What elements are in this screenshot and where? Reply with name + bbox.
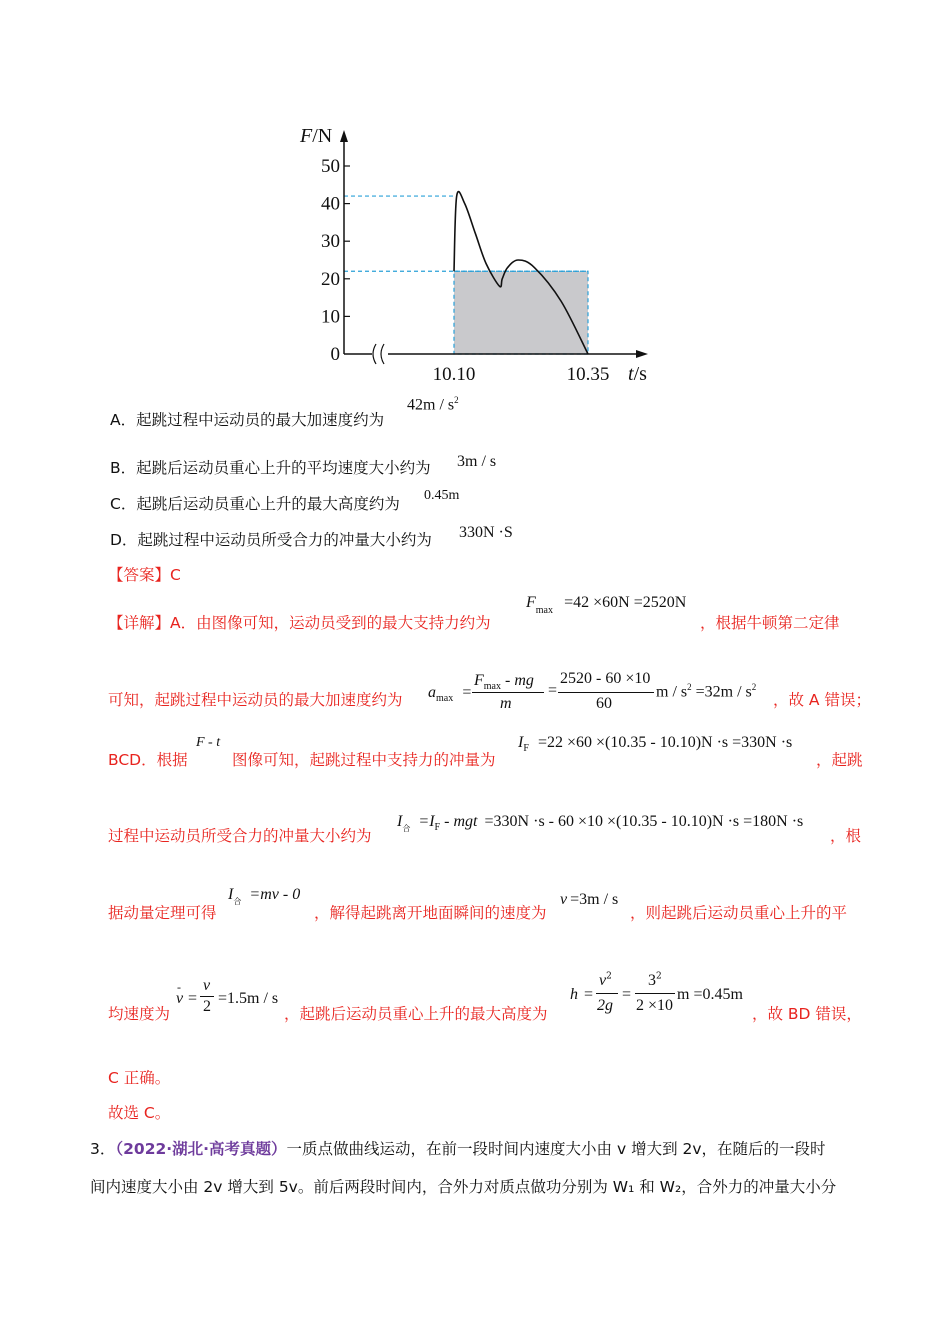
detail-line-5: 据动量定理可得 <box>108 904 217 922</box>
axis-break <box>373 344 376 364</box>
y-axis-arrow <box>340 130 348 142</box>
detail-line-2: 可知，起跳过程中运动员的最大加速度约为 <box>108 691 403 709</box>
question-3-line-2: 间内速度大小由 2v 增大到 5v。前后两段时间内，合外力对质点做功分别为 W₁ 和 W₂，合外力的冲量大小分 <box>90 1178 837 1196</box>
formula-amax-num1: $F_{max}$ - mg <box>474 672 534 692</box>
force-time-chart <box>290 120 670 385</box>
formula-momentum: $I_合 =mv - 0$ <box>228 886 301 906</box>
detail-line-4: 过程中运动员所受合力的冲量大小约为 <box>108 827 372 845</box>
y-tick-label: 40 <box>321 193 340 215</box>
formula-amax-result: $m / s^2 =32m / s^2$ <box>656 682 757 701</box>
option-c-value: 0.45m <box>424 488 460 503</box>
option-c-text: C．起跳后运动员重心上升的最大高度约为 <box>110 495 400 513</box>
detail-line-7: C 正确。 <box>108 1069 171 1087</box>
detail-label: 【详解】 <box>108 614 171 632</box>
formula-net-impulse: $I_合 =I_F$ - mgt =330N ·s - 60 ×10 ×(10.35 - 10.10)N ·s =180N ·s <box>397 813 804 833</box>
y-tick-label: 30 <box>321 231 340 253</box>
conclusion: 故选 C。 <box>108 1104 171 1122</box>
detail-line-3: BCD．根据 <box>108 751 188 769</box>
option-a <box>110 408 384 430</box>
question-3-line-1 <box>90 1137 826 1159</box>
formula-impulse-support: $I_F =22 \times 60 \times(10.35 - 10.10)N \cdot s =330N \cdot s$ <box>518 734 793 754</box>
formula-velocity: v =3m / s <box>560 891 619 908</box>
detail-line-1: 【详解】A．由图像可知，运动员受到的最大支持力约为 <box>108 614 491 632</box>
y-tick-label: 10 <box>321 306 340 328</box>
axis-break <box>381 344 384 364</box>
formula-amax-lhs: $a_{max}$ = <box>428 684 472 704</box>
fraction-bar <box>472 692 544 693</box>
y-tick-label: 0 <box>330 344 340 365</box>
option-d-text: D．起跳过程中运动员所受合力的冲量大小约为 <box>110 531 432 549</box>
question-number: 3． <box>90 1140 116 1158</box>
y-tick-label: 50 <box>321 156 340 177</box>
formula-fmax: $F_{max} =42 \times 60N =2520N$ <box>526 594 687 616</box>
option-d <box>110 528 432 550</box>
fraction-bar <box>596 993 618 994</box>
option-b <box>110 456 431 478</box>
answer-value: C <box>170 566 181 584</box>
x-tick-label: 10.35 <box>566 364 610 385</box>
question-text: 一质点做曲线运动，在前一段时间内速度大小由 v 增大到 2v，在随后的一段时 <box>286 1140 826 1158</box>
option-c <box>110 492 400 514</box>
answer <box>108 563 181 585</box>
option-a-value: $42m / s^2$ <box>407 395 459 414</box>
detail-line-6: 均速度为 <box>108 1005 171 1023</box>
x-axis-label: t/s <box>628 363 647 385</box>
option-b-value: 3m / s <box>457 453 497 470</box>
option-a-text: A．起跳过程中运动员的最大加速度约为 <box>110 411 385 429</box>
option-b-text: B．起跳后运动员重心上升的平均速度大小约为 <box>110 459 431 477</box>
y-tick-label: 20 <box>321 268 340 290</box>
fraction-bar <box>558 692 654 693</box>
x-tick-label: 10.10 <box>432 364 476 385</box>
x-axis-arrow <box>636 350 648 358</box>
fraction-bar <box>635 993 675 994</box>
y-axis-label: F/N <box>300 125 333 147</box>
answer-label: 【答案】 <box>108 566 171 584</box>
question-source: （2022·湖北·高考真题） <box>115 1140 287 1158</box>
option-d-value: 330N ·S <box>459 524 513 541</box>
formula-height: h <box>570 986 578 1003</box>
fraction-bar <box>200 996 214 997</box>
